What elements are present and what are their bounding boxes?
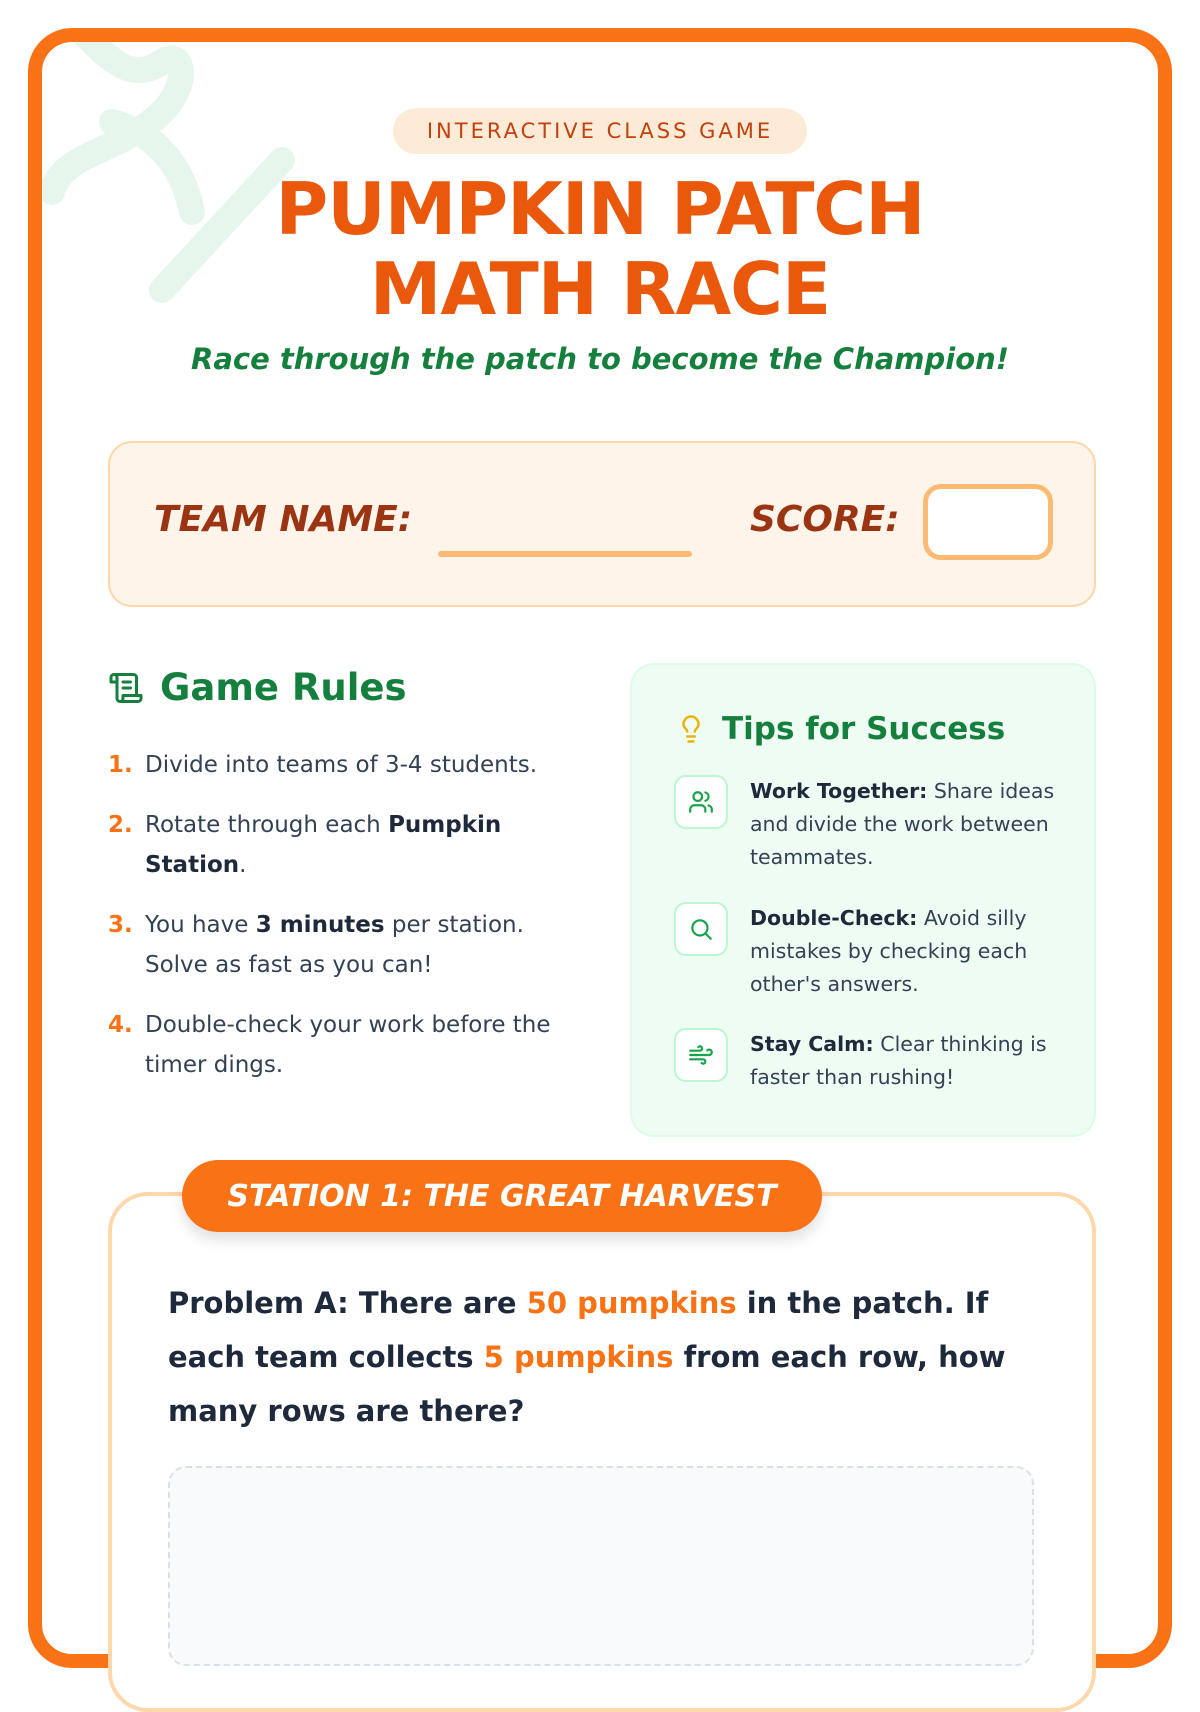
station-tab: STATION 1: THE GREAT HARVEST <box>182 1160 822 1232</box>
rules-heading <box>108 666 407 709</box>
team-name-label: TEAM NAME: <box>154 499 413 540</box>
wind-icon <box>674 1028 728 1082</box>
list-item <box>108 745 588 785</box>
tips-card <box>630 663 1096 1137</box>
list-item <box>108 805 588 885</box>
search-icon <box>674 902 728 956</box>
lightbulb-icon <box>676 714 706 744</box>
tip-text: Double-Check: Avoid silly mistakes by checking each other's answers. <box>750 906 1028 996</box>
rule-text: You have 3 minutes per station. Solve as fast as you can! <box>145 912 524 978</box>
tips-title: Tips for Success <box>722 711 1006 747</box>
users-icon <box>674 775 728 829</box>
rules-title: Game Rules <box>160 666 407 709</box>
list-item <box>108 905 588 985</box>
rule-number: 2. <box>108 812 133 838</box>
tip-text: Work Together: Share ideas and divide the work between teammates. <box>750 779 1055 869</box>
list-item <box>108 1005 588 1085</box>
game-badge: INTERACTIVE CLASS GAME <box>393 108 807 154</box>
score-field[interactable] <box>923 484 1053 560</box>
team-name-field[interactable] <box>438 551 692 557</box>
score-label: SCORE: <box>750 499 900 540</box>
team-score-box <box>108 441 1096 607</box>
rule-text: Divide into teams of 3-4 students. <box>145 752 538 778</box>
answer-area[interactable] <box>168 1466 1034 1666</box>
rule-text: Rotate through each Pumpkin Station. <box>145 812 502 878</box>
rules-list <box>108 745 588 1105</box>
tip-text: Stay Calm: Clear thinking is faster than rushing! <box>750 1032 1047 1089</box>
page-subtitle: Race through the patch to become the Champion! <box>190 342 1010 376</box>
tips-heading <box>676 711 1005 747</box>
page-title-line1: PUMPKIN PATCH <box>275 167 925 251</box>
rule-text: Double-check your work before the timer dings. <box>145 1012 551 1078</box>
rule-number: 4. <box>108 1012 133 1038</box>
page-title-line2: MATH RACE <box>369 247 831 331</box>
scroll-icon <box>108 670 144 706</box>
rule-number: 1. <box>108 752 133 778</box>
problem-text: Problem A: There are 50 pumpkins in the patch. If each team collects 5 pumpkins from each row, how many rows are there? <box>168 1286 1006 1428</box>
rule-number: 3. <box>108 912 133 938</box>
